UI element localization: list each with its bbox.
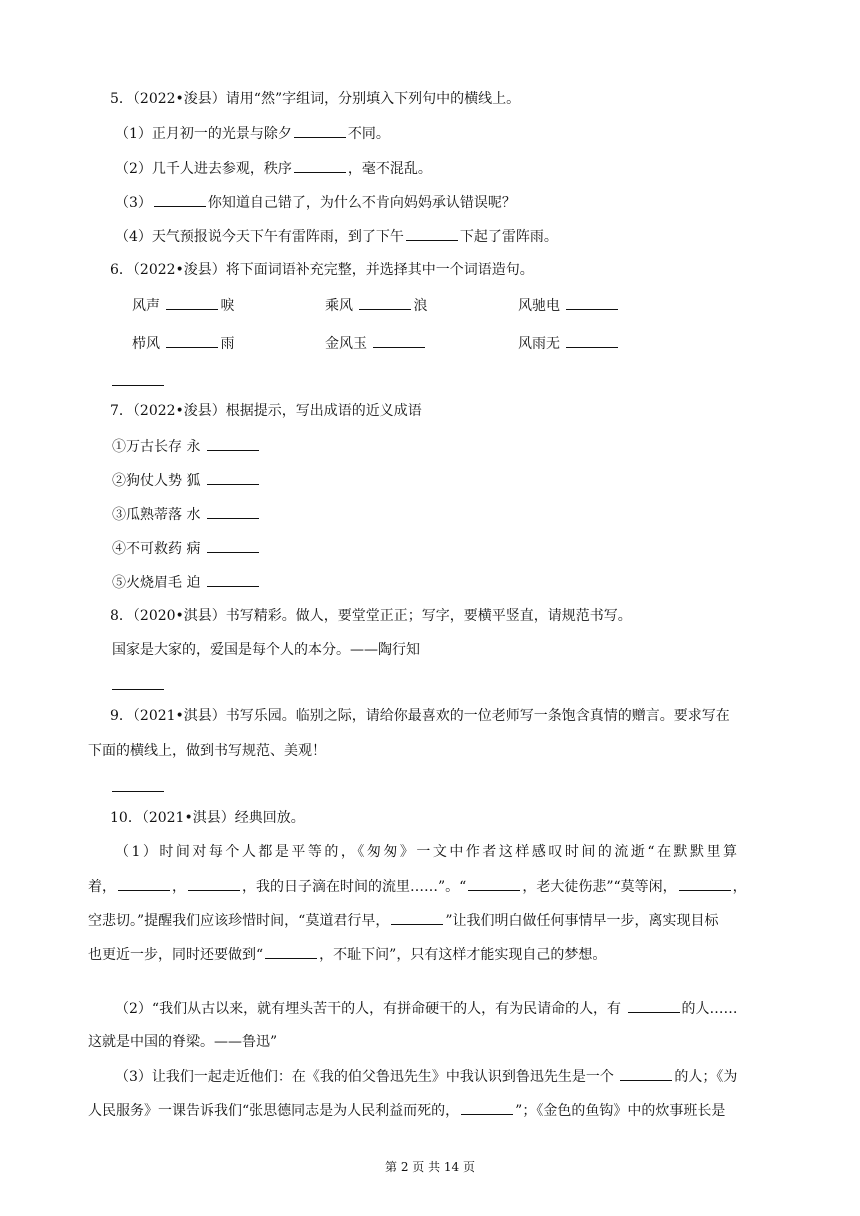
answer-blank[interactable] — [265, 944, 317, 959]
q10-text: 的人；《为 — [674, 1069, 738, 1085]
q10-text: 也更近一步，同时还要做到“ — [88, 947, 264, 963]
answer-blank[interactable] — [628, 998, 680, 1013]
answer-blank[interactable] — [620, 1066, 672, 1081]
q6-w3-pre: 风驰电 — [518, 298, 560, 314]
q7-i3-text: ③瓜熟蒂落 水 — [112, 507, 201, 523]
q10-text: （2）“我们从古以来，就有埋头苦干的人，有拼命硬干的人，有为民请命的人，有 — [115, 1001, 622, 1017]
q5-sentence-1 — [115, 123, 390, 144]
q7-i1-text: ①万古长存 永 — [112, 439, 201, 455]
answer-blank[interactable] — [166, 295, 218, 310]
q6-w1-pre: 风声 — [132, 298, 160, 314]
answer-blank[interactable] — [294, 158, 346, 173]
answer-blank[interactable] — [359, 295, 411, 310]
q10-text: ，不耻下问”，只有这样才能实现自己的梦想。 — [319, 947, 607, 963]
q6-sentence-blank[interactable] — [112, 384, 164, 386]
q10-p3-line-b — [88, 1100, 725, 1121]
answer-blank[interactable] — [468, 876, 520, 891]
q5-stem: 5．（2022•浚县）请用“然”字组词，分别填入下列句中的横线上。 — [110, 91, 521, 107]
q10-text: 着， — [88, 879, 116, 895]
answer-blank[interactable] — [566, 295, 618, 310]
q7-item-4 — [112, 538, 261, 559]
answer-blank[interactable] — [406, 226, 458, 241]
q10-text: ， — [732, 879, 747, 895]
q10-text: ”；《金色的鱼钩》中的炊事班长是 — [515, 1103, 726, 1119]
q7-item-2 — [112, 470, 261, 491]
q5-s4-pre: （4）天气预报说今天下午有雷阵雨，到了下午 — [115, 229, 404, 245]
q6-w4-post: 雨 — [220, 336, 235, 352]
q7-i5-text: ⑤火烧眉毛 迫 — [112, 575, 201, 591]
answer-blank[interactable] — [679, 876, 731, 891]
q6-stem: 6．（2022•浚县）将下面词语补充完整，并选择其中一个词语造句。 — [110, 262, 534, 278]
q10-p3-line-a — [115, 1066, 737, 1087]
q6-word-4 — [132, 333, 234, 354]
q6-w6-pre: 风雨无 — [518, 336, 560, 352]
q5-s1-pre: （1）正月初一的光景与除夕 — [115, 126, 292, 142]
q10-text: 人民服务》一课告诉我们“张思德同志是为人民利益而死的， — [88, 1103, 460, 1119]
q5-s2-pre: （2）几千人进去参观，秩序 — [115, 161, 292, 177]
q6-word-3 — [518, 295, 620, 316]
q6-word-1 — [132, 295, 234, 316]
q5-s2-post: ，毫不混乱。 — [347, 161, 432, 177]
answer-blank[interactable] — [207, 572, 259, 587]
q7-item-1 — [112, 436, 261, 457]
q8-writing-blank[interactable] — [112, 688, 164, 690]
answer-blank[interactable] — [154, 192, 206, 207]
answer-blank[interactable] — [207, 470, 259, 485]
q5-s3-pre: （3） — [115, 195, 152, 211]
q10-text: ，老大徒伤悲”“莫等闲， — [522, 879, 677, 895]
q6-word-6 — [518, 333, 620, 354]
q5-s1-post: 不同。 — [347, 126, 390, 142]
q10-text: （3）让我们一起走近他们：在《我的伯父鲁迅先生》中我认识到鲁迅先生是一个 — [115, 1069, 614, 1085]
answer-blank[interactable] — [391, 910, 443, 925]
q8-stem: 8．（2020•淇县）书写精彩。做人，要堂堂正正；写字，要横平竖直，请规范书写。 — [110, 608, 632, 624]
q9-line-2: 下面的横线上，做到书写规范、美观！ — [88, 743, 326, 759]
q5-s4-post: 下起了雷阵雨。 — [459, 229, 558, 245]
answer-blank[interactable] — [166, 333, 218, 348]
q9-writing-blank[interactable] — [112, 790, 164, 792]
q8-quote: 国家是大家的，爱国是每个人的本分。——陶行知 — [112, 642, 420, 658]
answer-blank[interactable] — [118, 876, 170, 891]
q10-p1-line-d — [88, 944, 606, 965]
q7-stem: 7．（2022•浚县）根据提示，写出成语的近义成语 — [110, 403, 422, 419]
q6-w4-pre: 栉风 — [132, 336, 160, 352]
q10-p1-line-a: （1）时间对每个人都是平等的，《匆匆》一文中作者这样感叹时间的流逝“在默默里算 — [115, 844, 740, 860]
q6-w1-post: 唳 — [220, 298, 235, 314]
q10-text: ，我的日子滴在时间的流里……”。“ — [242, 879, 467, 895]
q10-text: 空悲切。”提醒我们应该珍惜时间，“莫道君行早， — [88, 913, 390, 929]
q5-s3-post: 你知道自己错了，为什么不肯向妈妈承认错误呢？ — [207, 195, 516, 211]
answer-blank[interactable] — [373, 333, 425, 348]
q10-p2-line-b: 这就是中国的脊梁。——鲁迅” — [88, 1034, 278, 1050]
q10-p1-line-b — [88, 876, 747, 897]
q5-sentence-3 — [115, 192, 516, 213]
answer-blank[interactable] — [207, 538, 259, 553]
q6-w5-pre: 金风玉 — [325, 336, 367, 352]
q6-word-2 — [325, 295, 427, 316]
answer-blank[interactable] — [188, 876, 240, 891]
q7-i2-text: ②狗仗人势 狐 — [112, 473, 201, 489]
q7-item-5 — [112, 572, 261, 593]
q5-sentence-2 — [115, 158, 432, 179]
q10-text: 的人…… — [681, 1001, 738, 1017]
q10-text: ， — [172, 879, 186, 895]
answer-blank[interactable] — [566, 333, 618, 348]
q6-word-5 — [325, 333, 427, 354]
q10-p2-line-a — [115, 998, 738, 1019]
q7-i4-text: ④不可救药 病 — [112, 541, 201, 557]
answer-blank[interactable] — [294, 123, 346, 138]
q9-line-1: 9．（2021•淇县）书写乐园。临别之际，请给你最喜欢的一位老师写一条饱含真情的赠言。要求写在 — [110, 708, 730, 724]
q10-text: ”让我们明白做任何事情早一步，离实现目标 — [445, 913, 719, 929]
answer-blank[interactable] — [461, 1100, 513, 1115]
q10-stem: 10．（2021•淇县）经典回放。 — [110, 810, 305, 826]
q6-w2-post: 浪 — [413, 298, 428, 314]
answer-blank[interactable] — [207, 436, 259, 451]
q5-sentence-4 — [115, 226, 558, 247]
q10-p1-line-c — [88, 910, 718, 931]
q7-item-3 — [112, 504, 261, 525]
q6-w2-pre: 乘风 — [325, 298, 353, 314]
answer-blank[interactable] — [207, 504, 259, 519]
page-footer: 第 2 页 共 14 页 — [385, 1160, 475, 1174]
